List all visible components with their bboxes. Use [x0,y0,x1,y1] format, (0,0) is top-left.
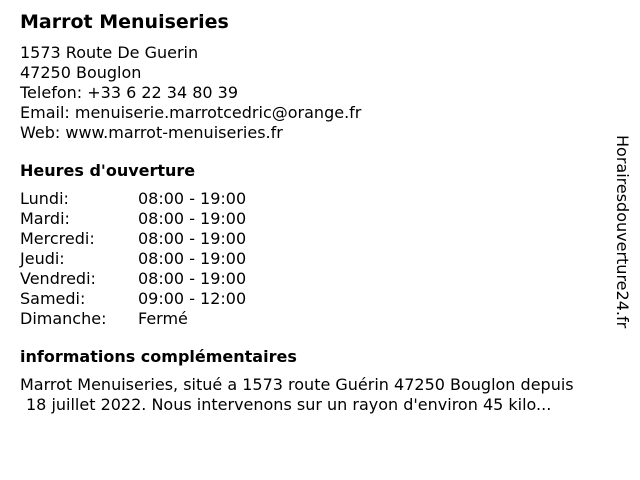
business-card [20,9,620,415]
city-address: 47250 Bouglon [20,63,142,82]
day-label: Jeudi: [20,249,65,268]
site-watermark: Horairesdouverture24.fr [613,135,632,329]
day-hours: 08:00 - 19:00 [138,189,247,208]
day-hours: 09:00 - 12:00 [138,289,247,308]
day-hours: 08:00 - 19:00 [138,209,247,228]
info-heading: informations complémentaires [20,347,297,366]
day-hours: 08:00 - 19:00 [138,229,247,248]
contact-block [20,43,620,143]
website-link[interactable]: Web: www.marrot-menuiseries.fr [20,123,283,142]
info-line-1: Marrot Menuiseries, situé a 1573 route Guérin 47250 Bouglon depuis [20,375,574,394]
day-hours: 08:00 - 19:00 [138,269,247,288]
day-label: Mercredi: [20,229,95,248]
day-label: Mardi: [20,209,70,228]
hours-heading: Heures d'ouverture [20,161,196,180]
business-name: Marrot Menuiseries [20,11,229,33]
opening-hours-table [20,189,246,329]
day-label: Dimanche: [20,309,107,328]
info-text [20,375,620,415]
day-label: Lundi: [20,189,69,208]
day-hours: Fermé [138,309,188,328]
hours-row [20,229,246,249]
hours-row [20,289,246,309]
hours-row [20,209,246,229]
phone-number[interactable]: Telefon: +33 6 22 34 80 39 [20,83,239,102]
hours-row [20,309,246,329]
day-label: Samedi: [20,289,86,308]
day-hours: 08:00 - 19:00 [138,249,247,268]
hours-row [20,249,246,269]
hours-row [20,269,246,289]
street-address: 1573 Route De Guerin [20,43,199,62]
hours-row [20,189,246,209]
day-label: Vendredi: [20,269,96,288]
info-line-2: 18 juillet 2022. Nous intervenons sur un rayon d'environ 45 kilo... [26,395,552,414]
email-address[interactable]: Email: menuiserie.marrotcedric@orange.fr [20,103,362,122]
